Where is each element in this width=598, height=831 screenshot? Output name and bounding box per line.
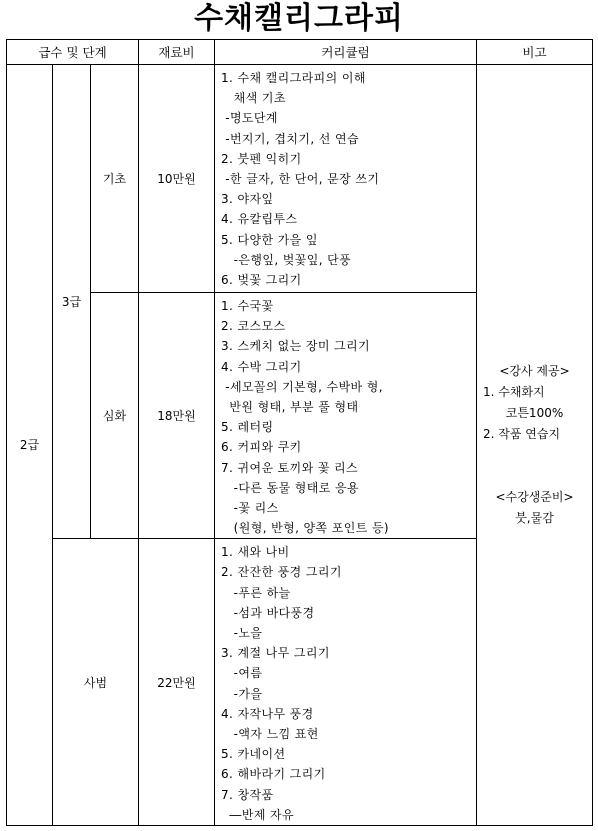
curriculum-line: 4. 자작나무 풍경 [221, 706, 314, 721]
note-item: 코튼100% [505, 405, 564, 420]
note-item: 붓,물감 [515, 510, 554, 525]
curriculum-line: -액자 느낌 표현 [221, 726, 319, 741]
note-item: 1. 수채화지 [483, 384, 545, 399]
curriculum-line: 3. 스케치 없는 장미 그리기 [221, 339, 371, 354]
curriculum-line: -꽃 리스 [221, 500, 279, 515]
curriculum-line: (원형, 반형, 양쪽 포인트 등) [221, 521, 390, 536]
stage-name: 사범 [53, 539, 139, 826]
curriculum-cell [215, 65, 477, 293]
curriculum-line: ―반제 자유 [221, 807, 295, 822]
stage-fee: 18만원 [139, 293, 215, 539]
curriculum-line: -여름 [221, 666, 263, 681]
note-item: 2. 작품 연습지 [483, 426, 561, 441]
curriculum-line: 3. 계절 나무 그리기 [221, 646, 330, 661]
stage-fee: 22만원 [139, 539, 215, 826]
header-note: 비고 [477, 40, 593, 65]
curriculum-line: 7. 창작품 [221, 787, 274, 802]
curriculum-line: -노을 [221, 626, 263, 640]
curriculum-cell [215, 293, 477, 539]
curriculum-line: -세모꼴의 기본형, 수박바 형, [221, 379, 383, 394]
curriculum-line: 5. 다양한 가을 잎 [221, 232, 318, 247]
note-spacer [477, 445, 592, 487]
curriculum-line: -섬과 바다풍경 [221, 605, 315, 620]
grade-cell: 2급 [7, 65, 53, 826]
curriculum-line: -푸른 하늘 [221, 585, 291, 600]
header-curriculum: 커리큘럼 [215, 40, 477, 65]
curriculum-line: 5. 레터링 [221, 420, 274, 435]
student-heading: <수강생준비> [495, 489, 574, 504]
curriculum-table [6, 39, 593, 826]
curriculum-line: 반원 형태, 부분 풀 형태 [221, 399, 359, 414]
header-fee: 재료비 [139, 40, 215, 65]
curriculum-cell [215, 539, 477, 826]
curriculum-line: 2. 붓펜 익히기 [221, 151, 302, 166]
curriculum-line: 2. 잔잔한 풍경 그리기 [221, 565, 342, 580]
sub-grade-cell: 3급 [53, 65, 91, 539]
curriculum-line: -다른 동물 형태로 응용 [221, 480, 359, 495]
instructor-heading: <강사 제공> [499, 363, 570, 378]
page-title: 수채캘리그라피 [194, 1, 404, 36]
curriculum-line: 6. 해바라기 그리기 [221, 767, 326, 782]
curriculum-line: 7. 귀여운 토끼와 꽃 리스 [221, 460, 359, 475]
curriculum-line: -한 글자, 한 단어, 문장 쓰기 [221, 171, 380, 186]
curriculum-line: 6. 벚꽃 그리기 [221, 272, 302, 287]
curriculum-line: 2. 코스모스 [221, 319, 286, 334]
curriculum-line: 3. 야자잎 [221, 192, 274, 207]
header-level: 급수 및 단계 [7, 40, 139, 65]
curriculum-line: -번지기, 겹치기, 선 연습 [221, 131, 359, 146]
curriculum-line: 4. 수박 그리기 [221, 359, 302, 374]
stage-name: 심화 [91, 293, 139, 539]
table-row [7, 65, 593, 293]
stage-name: 기초 [91, 65, 139, 293]
curriculum-line: -가을 [221, 686, 263, 701]
curriculum-line: 1. 수국꽃 [221, 299, 274, 313]
curriculum-line: -명도단계 [221, 111, 278, 126]
header-row [7, 40, 593, 65]
curriculum-line: 채색 기초 [221, 91, 286, 106]
curriculum-line: 5. 카네이션 [221, 747, 286, 762]
curriculum-line: 1. 수채 캘리그라피의 이해 [221, 71, 366, 85]
stage-fee: 10만원 [139, 65, 215, 293]
curriculum-line: 4. 유칼립투스 [221, 212, 298, 227]
curriculum-line: -은행잎, 벚꽃잎, 단풍 [221, 252, 352, 267]
curriculum-line: 6. 커피와 쿠키 [221, 440, 302, 455]
curriculum-line: 1. 새와 나비 [221, 545, 290, 560]
note-cell [477, 65, 593, 826]
